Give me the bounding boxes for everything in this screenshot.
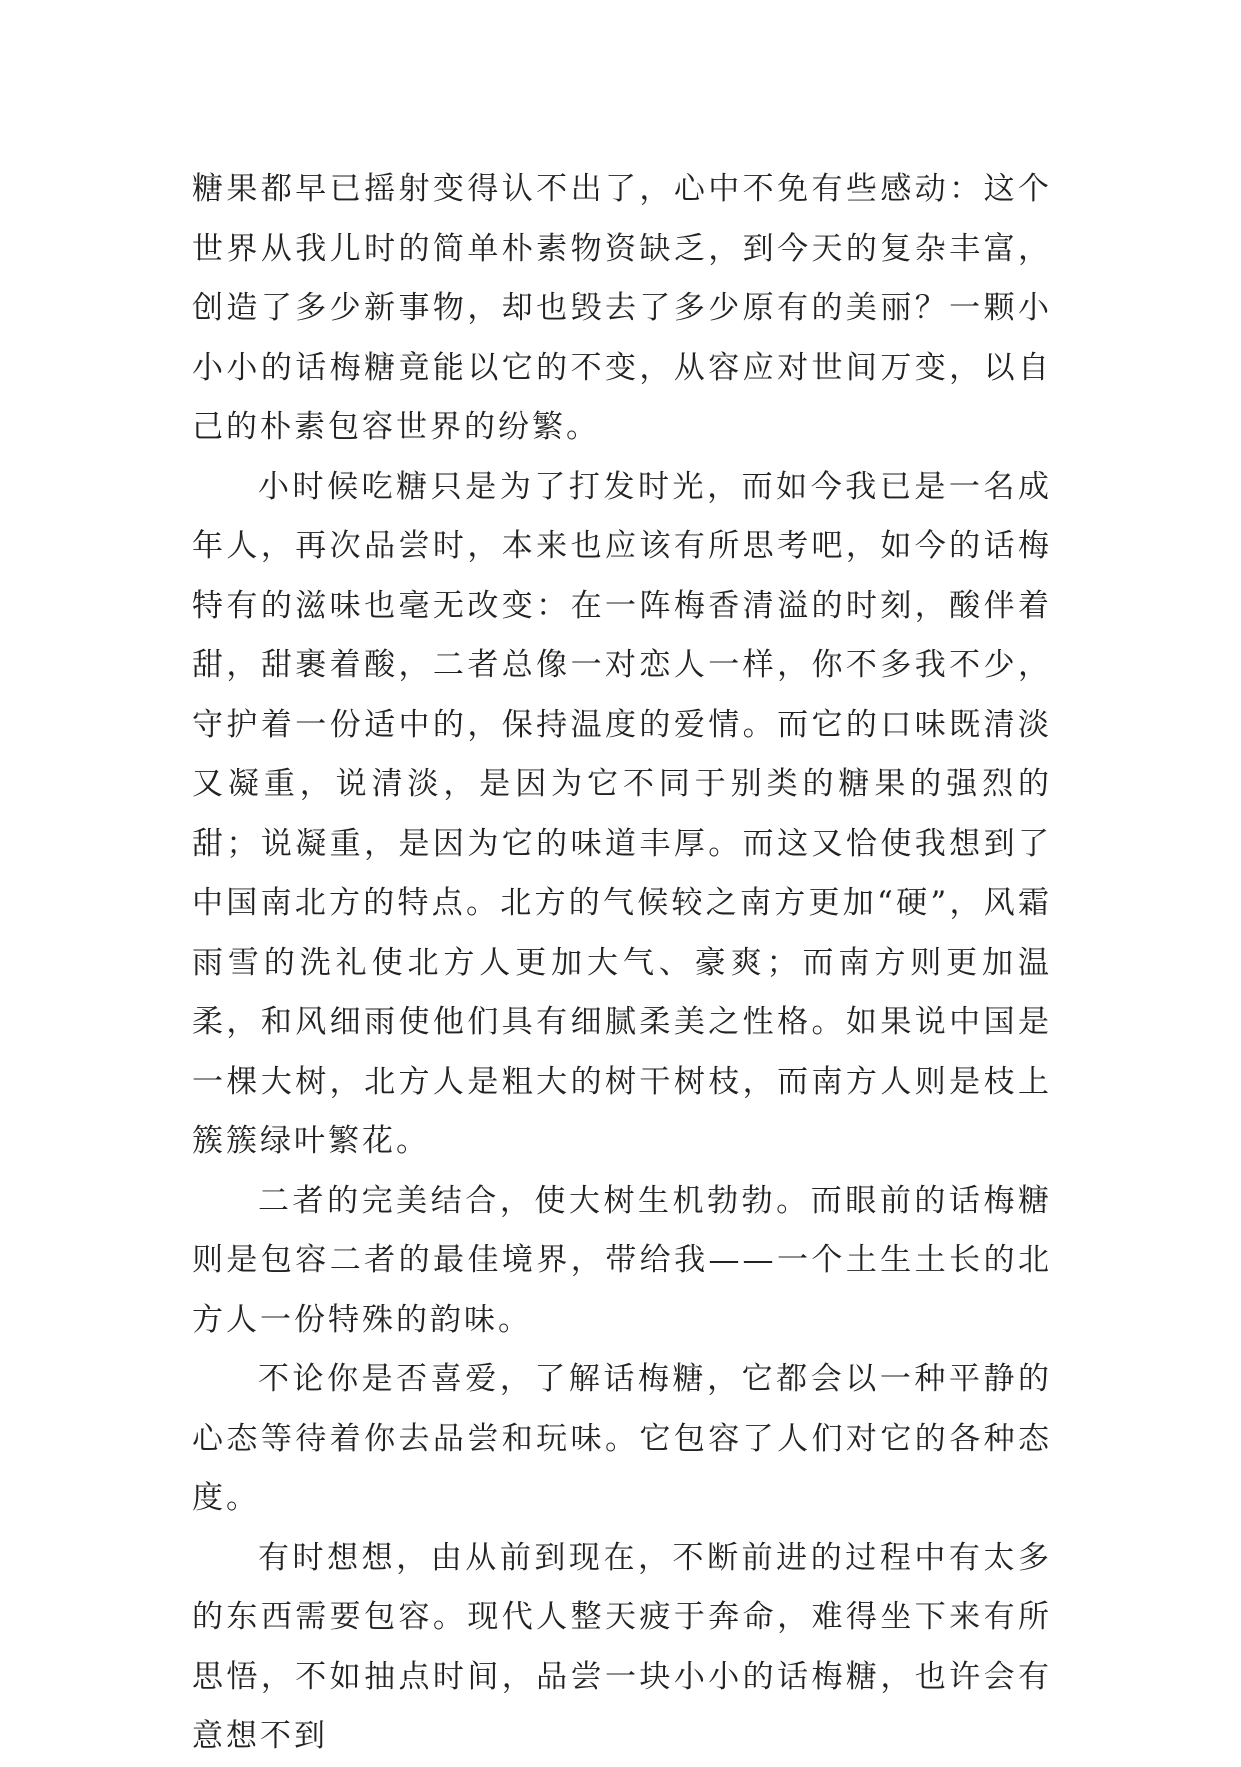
paragraph-2: 小时候吃糖只是为了打发时光，而如今我已是一名成年人，再次品尝时，本来也应该有所思考吧，如今的话梅特有的滋味也毫无改变：在一阵梅香清溢的时刻，酸伴着甜，甜裹着酸，二者总像一对恋人一样，你不多我不少，守护着一份适中的，保持温度的爱情。而它的口味既清淡又凝重，说清淡，是因为它不同于别类的糖果的强烈的甜；说凝重，是因为它的味道丰厚。而这又恰使我想到了中国南北方的特点。北方的气候较之南方更加“硬”，风霜雨雪的洗礼使北方人更加大气、豪爽；而南方则更加温柔，和风细雨使他们具有细腻柔美之性格。如果说中国是一棵大树，北方人是粗大的树干树枝，而南方人则是枝上簇簇绿叶繁花。	[192, 468, 1052, 1159]
document-body	[192, 160, 1052, 1767]
paragraph-4: 不论你是否喜爱，了解话梅糖，它都会以一种平静的心态等待着你去品尝和玩味。它包容了人们对它的各种态度。	[192, 1361, 1052, 1516]
paragraph-1: 糖果都早已摇射变得认不出了，心中不免有些感动：这个世界从我儿时的简单朴素物资缺乏，到今天的复杂丰富，创造了多少新事物，却也毁去了多少原有的美丽？一颗小小小的话梅糖竟能以它的不变，从容应对世间万变，以自己的朴素包容世界的纷繁。	[192, 171, 1052, 445]
paragraph-5: 有时想想，由从前到现在，不断前进的过程中有太多的东西需要包容。现代人整天疲于奔命，难得坐下来有所思悟，不如抽点时间，品尝一块小小的话梅糖，也许会有意想不到	[192, 1539, 1052, 1754]
paragraph-3: 二者的完美结合，使大树生机勃勃。而眼前的话梅糖则是包容二者的最佳境界，带给我——一个土生土长的北方人一份特殊的韵味。	[192, 1182, 1052, 1338]
